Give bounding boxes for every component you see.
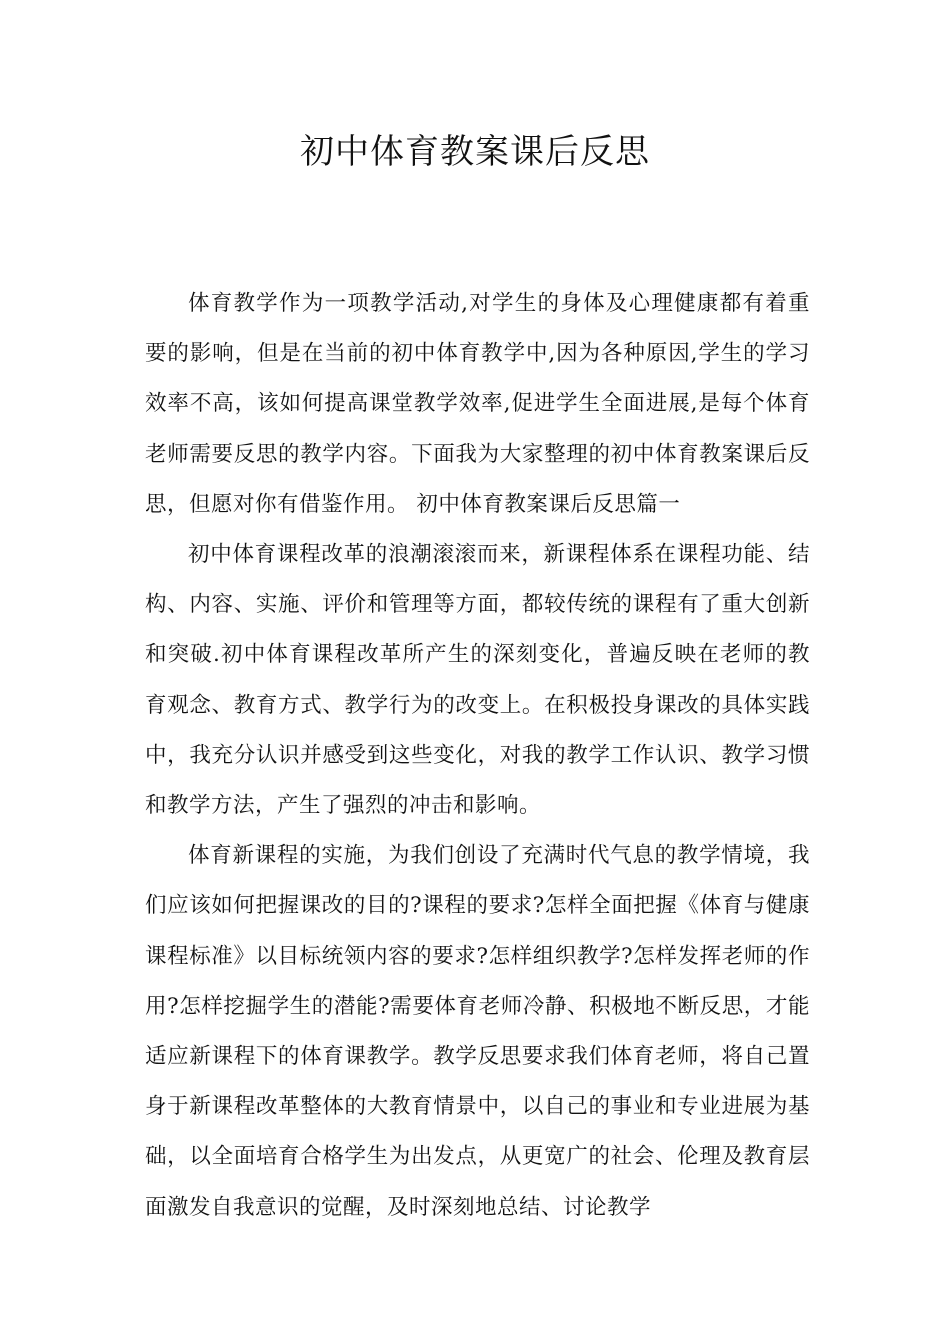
- document-body: [145, 279, 810, 1233]
- paragraph-reflection: 体育新课程的实施，为我们创设了充满时代气息的教学情境，我们应该如何把握课改的目的?课程的要求?怎样全面把握《体育与健康课程标准》以目标统领内容的要求?怎样组织教学?怎样发挥老师的作用?怎样挖掘学生的潜能?需要体育老师冷静、积极地不断反思，才能适应新课程下的体育课教学。教学反思要求我们体育老师，将自己置身于新课程改革整体的大教育情景中，以自己的事业和专业进展为基础，以全面培育合格学生为出发点，从更宽广的社会、伦理及教育层面激发自我意识的觉醒，及时深刻地总结、讨论教学: [145, 843, 810, 1220]
- document-title: 初中体育教案课后反思: [300, 132, 650, 172]
- paragraph-reform: 初中体育课程改革的浪潮滚滚而来，新课程体系在课程功能、结构、内容、实施、评价和管理等方面，都较传统的课程有了重大创新和突破.初中体育课程改革所产生的深刻变化，普遍反映在老师的教育观念、教育方式、教学行为的改变上。在积极投身课改的具体实践中，我充分认识并感受到这些变化，对我的教学工作认识、教学习惯和教学方法，产生了强烈的冲击和影响。: [145, 542, 810, 819]
- paragraph-intro: 体育教学作为一项教学活动,对学生的身体及心理健康都有着重要的影响，但是在当前的初中体育教学中,因为各种原因,学生的学习效率不高，该如何提高课堂教学效率,促进学生全面进展,是每个体育老师需要反思的教学内容。下面我为大家整理的初中体育教案课后反思，但愿对你有借鉴作用。 初中体育教案课后反思篇一: [145, 291, 810, 517]
